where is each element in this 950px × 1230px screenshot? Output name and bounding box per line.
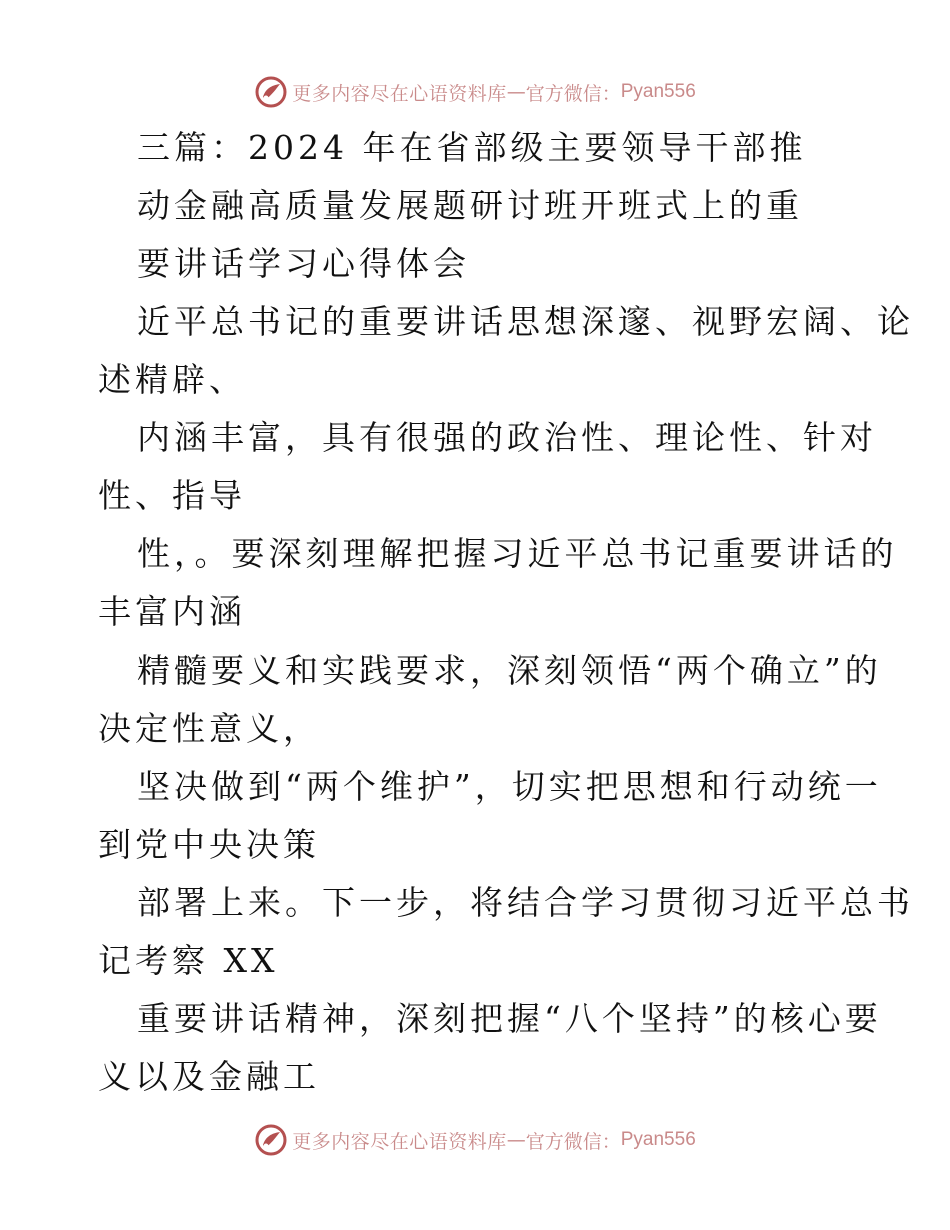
footer-watermark xyxy=(0,1120,950,1160)
watermark-wechat-id: Pyan556 xyxy=(620,81,696,102)
title-line: 动金融高质量发展题研讨班开班式上的重 xyxy=(137,186,803,225)
library-logo-icon xyxy=(254,1123,288,1157)
paragraph-line: 义以及金融工 xyxy=(98,1057,320,1096)
paragraph-line: 部署上来。下一步，将结合学习贯彻习近平总书 xyxy=(137,883,914,922)
watermark-wechat-id: Pyan556 xyxy=(620,1129,696,1150)
title-line: 要讲话学习心得体会 xyxy=(137,244,470,283)
paragraph-line: 记考察 XX xyxy=(98,941,279,980)
paragraph-line: 重要讲话精神，深刻把握“八个坚持”的核心要 xyxy=(137,999,882,1038)
paragraph-line: 决定性意义， xyxy=(98,709,320,748)
paragraph-line: 到党中央决策 xyxy=(98,825,320,864)
paragraph-line: 性、指导 xyxy=(98,476,246,515)
watermark-text: 更多内容尽在心语资料库 xyxy=(292,82,507,105)
paragraph-line: 述精辟、 xyxy=(98,360,246,399)
paragraph-line: 丰富内涵 xyxy=(98,592,246,631)
watermark-text: 更多内容尽在心语资料库 xyxy=(292,1130,507,1153)
header-watermark xyxy=(0,72,950,112)
watermark-separator: — xyxy=(506,1129,526,1151)
watermark-wechat-label: 官方微信： xyxy=(525,82,621,105)
watermark-wechat-label: 官方微信： xyxy=(525,1130,621,1153)
paragraph-line: 坚决做到“两个维护”，切实把思想和行动统一 xyxy=(137,767,882,806)
title-line: 三篇：2024 年在省部级主要领导干部推 xyxy=(137,128,807,167)
paragraph-line: 精髓要义和实践要求，深刻领悟“两个确立”的 xyxy=(137,651,882,690)
watermark-separator: — xyxy=(506,81,526,103)
library-logo-icon xyxy=(254,75,288,109)
paragraph-line: 性，。要深刻理解把握习近平总书记重要讲话的 xyxy=(137,534,898,573)
paragraph-line: 近平总书记的重要讲话思想深邃、视野宏阔、论 xyxy=(137,302,914,341)
paragraph-line: 内涵丰富，具有很强的政治性、理论性、针对 xyxy=(137,418,877,457)
